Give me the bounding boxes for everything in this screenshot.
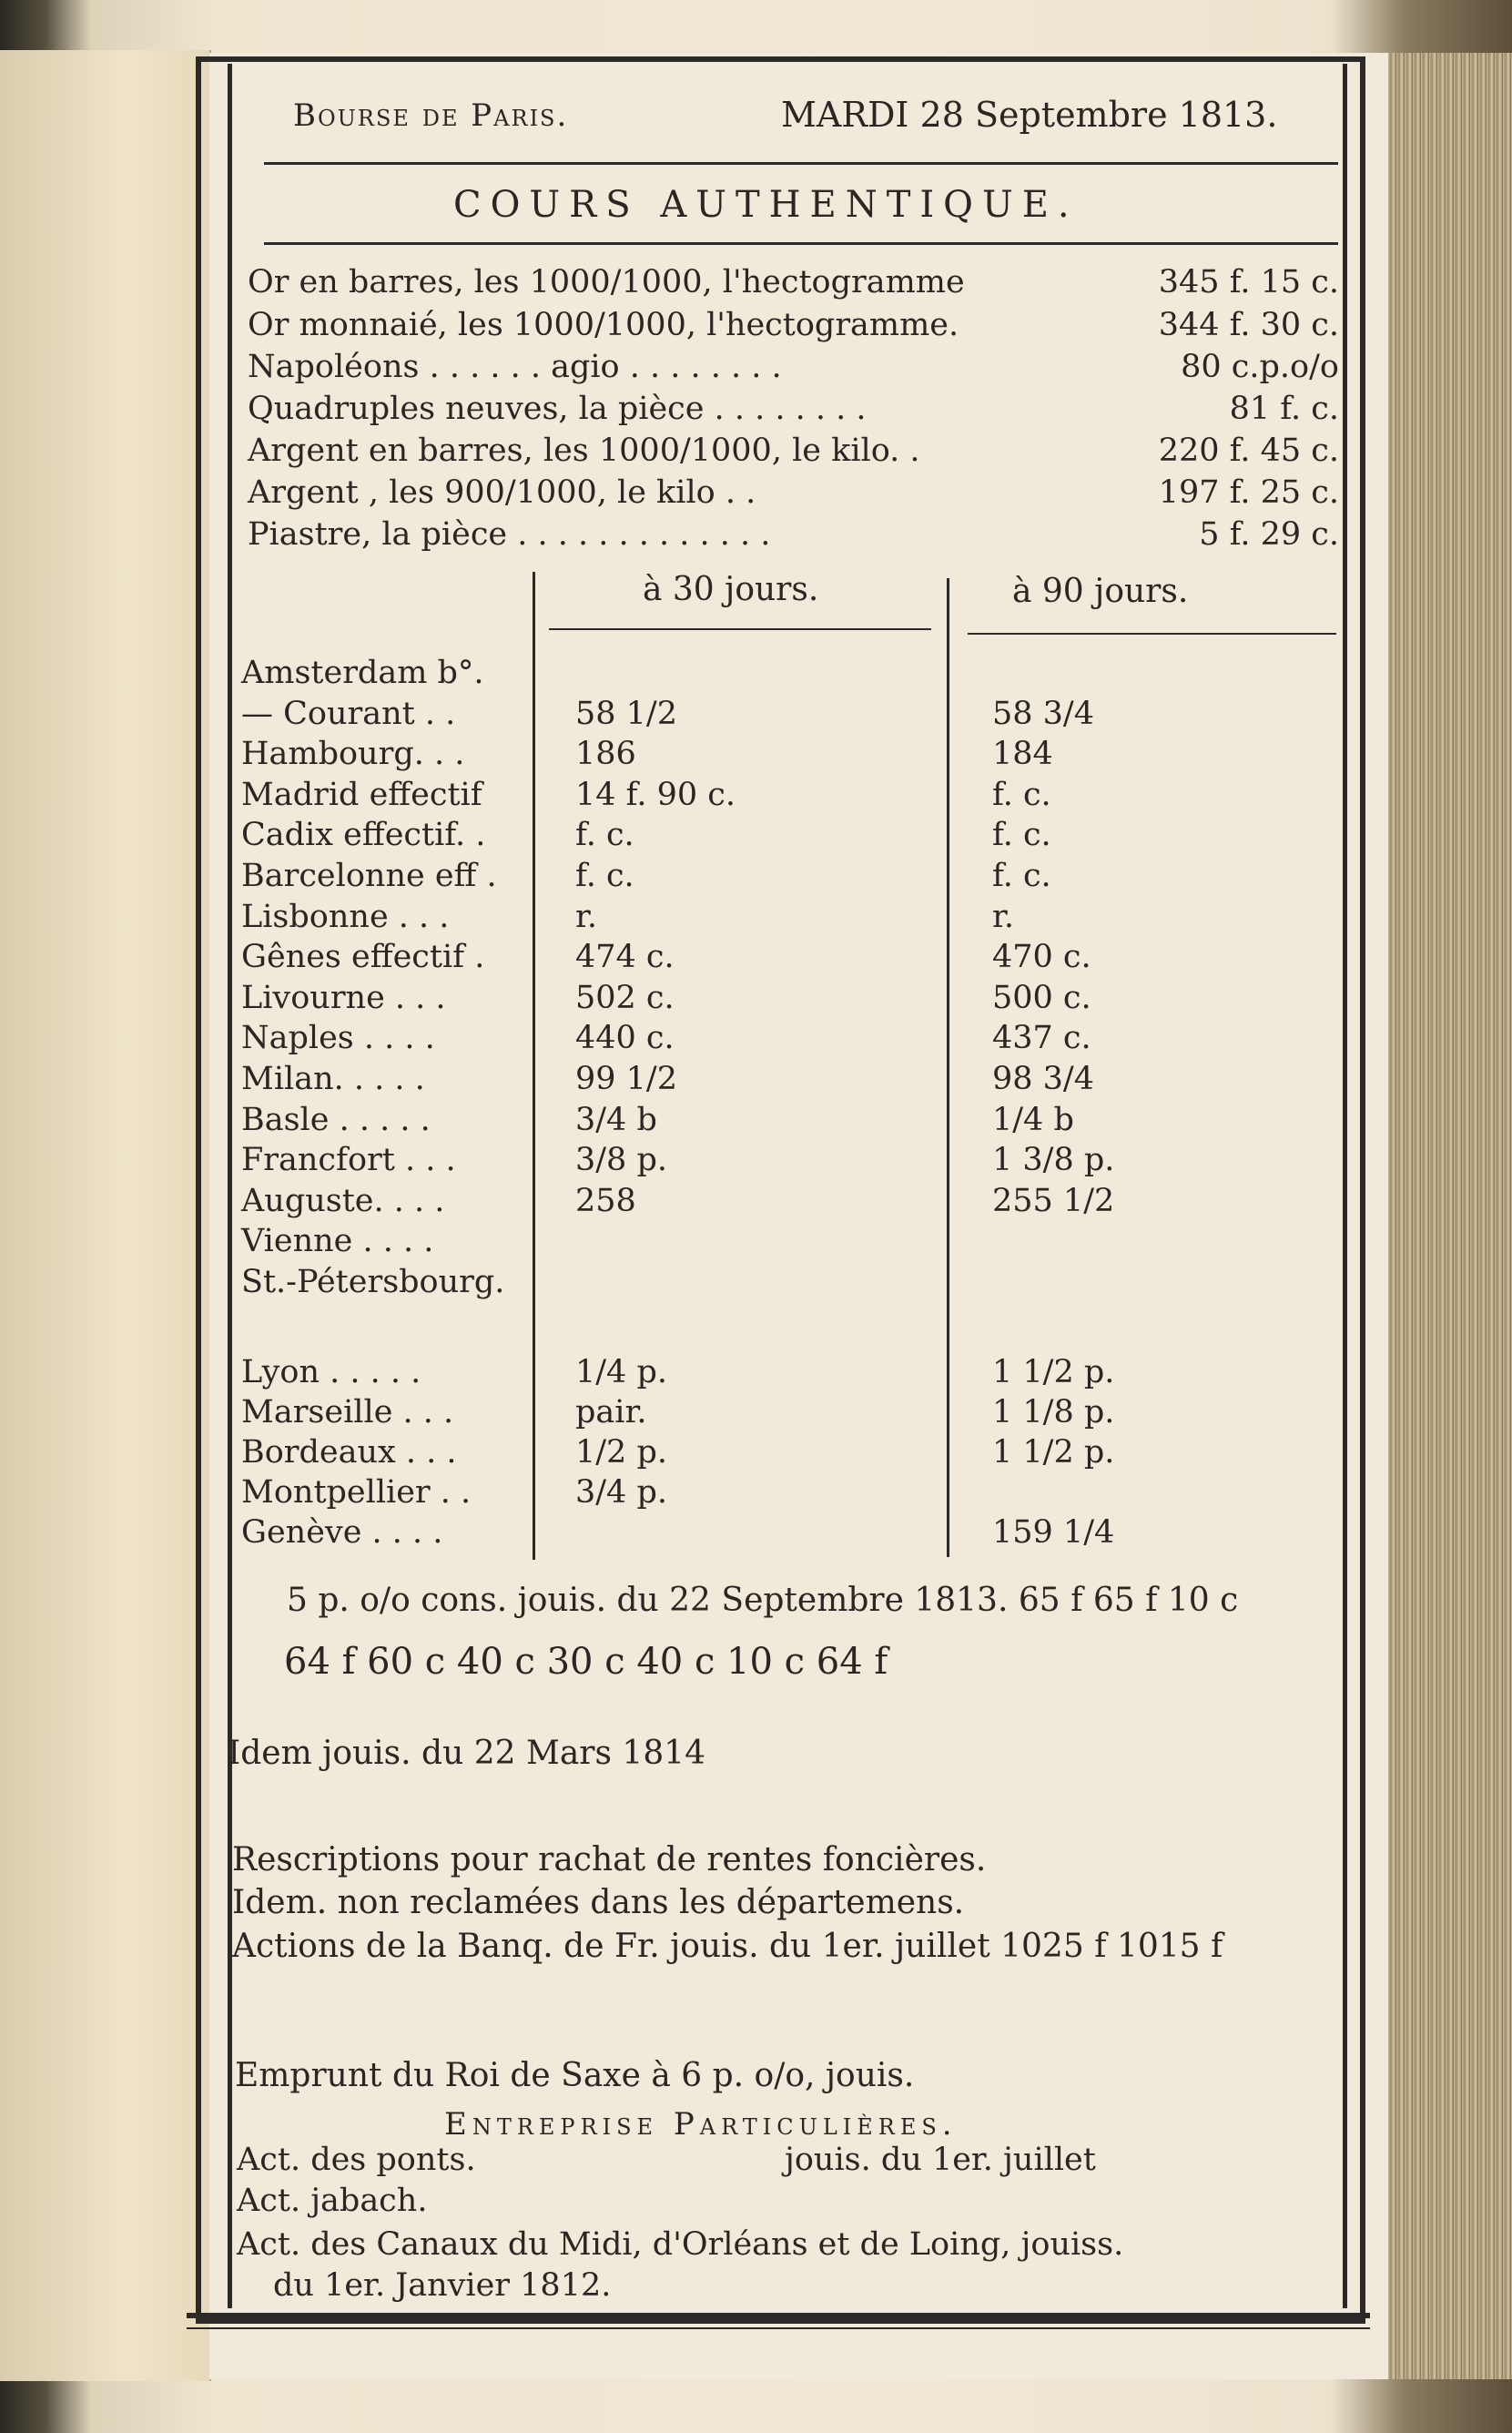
exchange-place: Barcelonne eff . [241,858,497,894]
facing-page [0,50,211,2381]
rate-30-days: 58 1/2 [575,695,677,732]
rate-30-days: 3/4 b [575,1101,657,1138]
exchange-place: Gênes effectif . [241,939,485,976]
exchange-place: Genève . . . . [241,1514,443,1551]
exchange-place: Cadix effectif. . [241,817,486,854]
rate-90-days: 1 1/2 p. [992,1434,1115,1471]
rate-90-days: 1 3/8 p. [992,1142,1115,1179]
act-canaux-date: du 1er. Janvier 1812. [273,2267,612,2304]
exchange-place: Montpellier . . [241,1474,472,1511]
metal-value: 197 f. 25 c. [1158,474,1339,511]
metal-label: Argent , les 900/1000, le kilo . . [248,474,756,511]
act-jabach: Act. jabach. [237,2183,428,2219]
col-90-header: à 90 jours. [1012,573,1189,610]
bottom-rule [187,2313,1370,2318]
rate-30-days: 474 c. [575,939,675,976]
rate-30-days: f. c. [575,817,634,854]
header-date: MARDI 28 Septembre 1813. [781,95,1278,135]
rate-30-days: 186 [575,736,636,773]
rate-30-days: 14 f. 90 c. [575,776,736,813]
entreprises-heading: Entreprise Particulières. [444,2106,958,2143]
rate-30-days: r. [575,898,598,935]
rate-30-days: 440 c. [575,1020,675,1057]
rate-90-days: r. [992,898,1015,935]
rate-90-days: 470 c. [992,939,1091,976]
bottom-rule-thin [187,2327,1370,2329]
rate-90-days: f. c. [992,817,1051,854]
metal-label: Or monnaié, les 1000/1000, l'hectogramme. [248,307,959,343]
exchange-place: Marseille . . . [241,1394,454,1430]
exchange-place: Auguste. . . . [241,1182,445,1219]
exchange-place: Amsterdam b°. [241,655,484,691]
rate-30-days: 502 c. [575,979,675,1016]
rate-30-days: 99 1/2 [575,1061,677,1097]
exchange-place: — Courant . . [241,695,456,732]
metal-value: 80 c.p.o/o [1181,349,1339,385]
book-page-edges [1388,53,1512,2379]
column-divider-right [947,578,949,1557]
rate-90-days: 1 1/8 p. [992,1394,1115,1430]
column-divider-left [533,572,535,1560]
exchange-place: Francfort . . . [241,1142,456,1179]
rate-90-days: 500 c. [992,979,1091,1016]
exchange-place: Basle . . . . . [241,1101,431,1138]
exchange-place: Lyon . . . . . [241,1354,421,1390]
rate-30-days: 1/4 p. [575,1354,667,1390]
exchange-place: Lisbonne . . . [241,898,450,935]
act-ponts: Act. des ponts. [237,2142,476,2178]
rentes-line-2: 64 f 60 c 40 c 30 c 40 c 10 c 64 f [284,1641,888,1683]
exchange-place: St.-Pétersbourg. [241,1264,505,1300]
rate-30-days: pair. [575,1394,647,1430]
metal-value: 344 f. 30 c. [1158,307,1339,343]
col-30-rule [549,628,931,630]
act-canaux: Act. des Canaux du Midi, d'Orléans et de Loing, jouiss. [237,2226,1124,2263]
exchange-place: Naples . . . . [241,1020,435,1057]
exchange-place: Bordeaux . . . [241,1434,457,1471]
rate-90-days: 98 3/4 [992,1061,1094,1097]
title-rule [264,242,1338,245]
rate-90-days: 159 1/4 [992,1514,1115,1551]
metal-label: Piastre, la pièce . . . . . . . . . . . . . [248,516,771,553]
metal-label: Argent en barres, les 1000/1000, le kilo. . [248,433,920,469]
metal-value: 81 f. c. [1229,391,1339,427]
exchange-place: Madrid effectif [241,776,482,813]
rate-90-days: f. c. [992,776,1051,813]
metal-label: Or en barres, les 1000/1000, l'hectogramme [248,264,965,300]
metal-value: 220 f. 45 c. [1158,433,1339,469]
rate-90-days: 255 1/2 [992,1182,1115,1219]
exchange-place: Livourne . . . [241,979,446,1016]
rate-90-days: 58 3/4 [992,695,1094,732]
page-title: COURS AUTHENTIQUE. [453,184,1079,226]
rentes-line-1: 5 p. o/o cons. jouis. du 22 Septembre 1813. 65 f 65 f 10 c [287,1582,1239,1619]
metal-value: 345 f. 15 c. [1158,264,1339,300]
rate-30-days: 3/4 p. [575,1474,667,1511]
col-90-rule [968,633,1336,635]
rescriptions-line-2: Idem. non reclamées dans les départemens. [232,1884,965,1921]
header-left: Bourse de Paris. [293,97,569,134]
rate-30-days: 258 [575,1182,636,1219]
rate-30-days: 1/2 p. [575,1434,667,1471]
metal-label: Napoléons . . . . . . agio . . . . . . . . [248,349,782,385]
exchange-place: Vienne . . . . [241,1223,434,1260]
rate-90-days: 1/4 b [992,1101,1074,1138]
col-30-header: à 30 jours. [643,571,819,608]
actions-banque: Actions de la Banq. de Fr. jouis. du 1er. juillet 1025 f 1015 f [232,1928,1223,1965]
metal-value: 5 f. 29 c. [1199,516,1339,553]
act-ponts-jouis: jouis. du 1er. juillet [785,2142,1096,2178]
rentes-idem: Idem jouis. du 22 Mars 1814 [228,1735,706,1772]
header-rule [264,162,1338,165]
rate-90-days: 437 c. [992,1020,1091,1057]
rate-90-days: f. c. [992,858,1051,894]
rescriptions-line-1: Rescriptions pour rachat de rentes foncières. [232,1841,987,1878]
rate-30-days: f. c. [575,858,634,894]
metal-label: Quadruples neuves, la pièce . . . . . . . . [248,391,867,427]
emprunt-saxe: Emprunt du Roi de Saxe à 6 p. o/o, jouis. [235,2057,915,2094]
rate-30-days: 3/8 p. [575,1142,667,1179]
exchange-place: Hambourg. . . [241,736,465,773]
rate-90-days: 1 1/2 p. [992,1354,1115,1390]
rate-90-days: 184 [992,736,1053,773]
exchange-place: Milan. . . . . [241,1061,425,1097]
